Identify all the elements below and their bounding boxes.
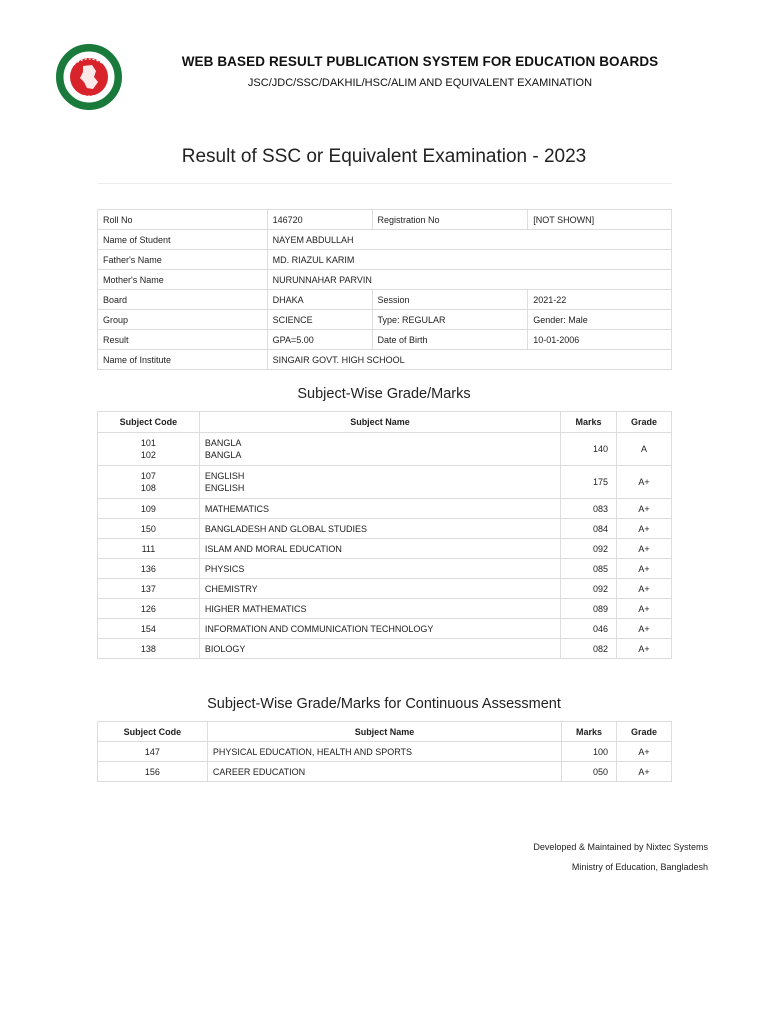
header-grade: Grade <box>617 412 672 433</box>
subject-grades-table <box>97 411 672 659</box>
board-value: DHAKA <box>267 290 372 310</box>
gender-value: Gender: Male <box>528 310 672 330</box>
group-label: Group <box>98 310 268 330</box>
table-row <box>98 539 672 559</box>
header-marks: Marks <box>561 412 617 433</box>
roll-value: 146720 <box>267 210 372 230</box>
header-subject-name: Subject Name <box>207 722 561 742</box>
grade: A+ <box>617 742 672 762</box>
subject-name: CHEMISTRY <box>199 579 560 599</box>
subject-name: INFORMATION AND COMMUNICATION TECHNOLOGY <box>199 619 560 639</box>
grade: A+ <box>617 619 672 639</box>
subject-name: BIOLOGY <box>199 639 560 659</box>
info-row-roll <box>98 210 672 230</box>
table-row <box>98 559 672 579</box>
government-seal-logo <box>56 44 122 110</box>
divider <box>98 183 672 184</box>
header-subject-code: Subject Code <box>98 412 200 433</box>
grade: A+ <box>617 539 672 559</box>
student-info-table <box>97 209 672 370</box>
group-value: SCIENCE <box>267 310 372 330</box>
subject-code: 101 <box>140 438 156 448</box>
session-label: Session <box>372 290 528 310</box>
grade: A+ <box>617 499 672 519</box>
mother-name-label: Mother's Name <box>98 270 268 290</box>
subject-name: PHYSICS <box>199 559 560 579</box>
subject-code-cell <box>98 433 200 466</box>
subject-name: ISLAM AND MORAL EDUCATION <box>199 539 560 559</box>
header-title: WEB BASED RESULT PUBLICATION SYSTEM FOR EDUCATION BOARDS <box>181 54 659 69</box>
info-row-board <box>98 290 672 310</box>
subject-code: 156 <box>98 762 208 782</box>
marks: 050 <box>562 762 617 782</box>
info-row-institute <box>98 350 672 370</box>
marks: 092 <box>561 539 617 559</box>
session-value: 2021-22 <box>528 290 672 310</box>
grades-header-row <box>98 412 672 433</box>
table-row <box>98 762 672 782</box>
board-label: Board <box>98 290 268 310</box>
institute-value: SINGAIR GOVT. HIGH SCHOOL <box>267 350 671 370</box>
table-row <box>98 519 672 539</box>
header-grade: Grade <box>617 722 672 742</box>
marks: 083 <box>561 499 617 519</box>
info-row-mother <box>98 270 672 290</box>
table-row <box>98 742 672 762</box>
footer-ministry: Ministry of Education, Bangladesh <box>571 862 708 872</box>
marks: 092 <box>561 579 617 599</box>
subject-code: 154 <box>98 619 200 639</box>
header-subtitle: JSC/JDC/SSC/DAKHIL/HSC/ALIM AND EQUIVALENT EXAMINATION <box>247 77 593 89</box>
subject-name: HIGHER MATHEMATICS <box>199 599 560 619</box>
ca-section-title: Subject-Wise Grade/Marks for Continuous Assessment <box>207 696 561 712</box>
subject-name: MATHEMATICS <box>199 499 560 519</box>
subject-name: BANGLA <box>204 450 242 460</box>
marks: 100 <box>562 742 617 762</box>
subject-name-cell <box>199 433 560 466</box>
marks: 082 <box>561 639 617 659</box>
mother-name-value: NURUNNAHAR PARVIN <box>267 270 671 290</box>
table-row <box>98 433 672 466</box>
subject-code: 136 <box>98 559 200 579</box>
marks: 084 <box>561 519 617 539</box>
student-name-label: Name of Student <box>98 230 268 250</box>
info-row-father <box>98 250 672 270</box>
info-row-result <box>98 330 672 350</box>
subject-name-cell <box>199 466 560 499</box>
marks: 089 <box>561 599 617 619</box>
header-marks: Marks <box>562 722 617 742</box>
grade: A+ <box>617 762 672 782</box>
type-value: Type: REGULAR <box>372 310 528 330</box>
result-label: Result <box>98 330 268 350</box>
header-subject-code: Subject Code <box>98 722 208 742</box>
subject-name: PHYSICAL EDUCATION, HEALTH AND SPORTS <box>207 742 561 762</box>
result-value: GPA=5.00 <box>267 330 372 350</box>
table-row <box>98 466 672 499</box>
registration-label: Registration No <box>372 210 528 230</box>
grade: A+ <box>617 639 672 659</box>
marks: 046 <box>561 619 617 639</box>
subject-name: BANGLADESH AND GLOBAL STUDIES <box>199 519 560 539</box>
continuous-assessment-table <box>97 721 672 782</box>
father-name-value: MD. RIAZUL KARIM <box>267 250 671 270</box>
table-row <box>98 599 672 619</box>
page-title: Result of SSC or Equivalent Examination - 2023 <box>181 146 587 167</box>
subject-code: 138 <box>98 639 200 659</box>
subject-code: 111 <box>98 539 200 559</box>
grades-section-title: Subject-Wise Grade/Marks <box>297 386 471 402</box>
marks: 140 <box>561 433 617 466</box>
grade: A+ <box>617 519 672 539</box>
subject-code: 107 <box>140 471 156 481</box>
info-row-group <box>98 310 672 330</box>
subject-name: CAREER EDUCATION <box>207 762 561 782</box>
subject-code: 126 <box>98 599 200 619</box>
marks: 085 <box>561 559 617 579</box>
subject-code: 108 <box>140 483 156 493</box>
registration-value: [NOT SHOWN] <box>528 210 672 230</box>
table-row <box>98 639 672 659</box>
header-subject-name: Subject Name <box>199 412 560 433</box>
subject-code: 102 <box>140 450 156 460</box>
grade: A+ <box>617 579 672 599</box>
info-row-name <box>98 230 672 250</box>
dob-value: 10-01-2006 <box>528 330 672 350</box>
subject-name: ENGLISH <box>204 471 245 481</box>
roll-label: Roll No <box>98 210 268 230</box>
subject-code-cell <box>98 466 200 499</box>
grade: A+ <box>617 599 672 619</box>
father-name-label: Father's Name <box>98 250 268 270</box>
grade: A <box>617 433 672 466</box>
student-name-value: NAYEM ABDULLAH <box>267 230 671 250</box>
subject-name: BANGLA <box>204 438 242 448</box>
grade: A+ <box>617 559 672 579</box>
subject-code: 137 <box>98 579 200 599</box>
ca-header-row <box>98 722 672 742</box>
table-row <box>98 579 672 599</box>
grade: A+ <box>617 466 672 499</box>
dob-label: Date of Birth <box>372 330 528 350</box>
institute-label: Name of Institute <box>98 350 268 370</box>
footer-developer: Developed & Maintained by Nixtec Systems <box>533 842 708 852</box>
subject-name: ENGLISH <box>204 483 245 493</box>
marks: 175 <box>561 466 617 499</box>
table-row <box>98 619 672 639</box>
subject-code: 150 <box>98 519 200 539</box>
subject-code: 109 <box>98 499 200 519</box>
subject-code: 147 <box>98 742 208 762</box>
table-row <box>98 499 672 519</box>
